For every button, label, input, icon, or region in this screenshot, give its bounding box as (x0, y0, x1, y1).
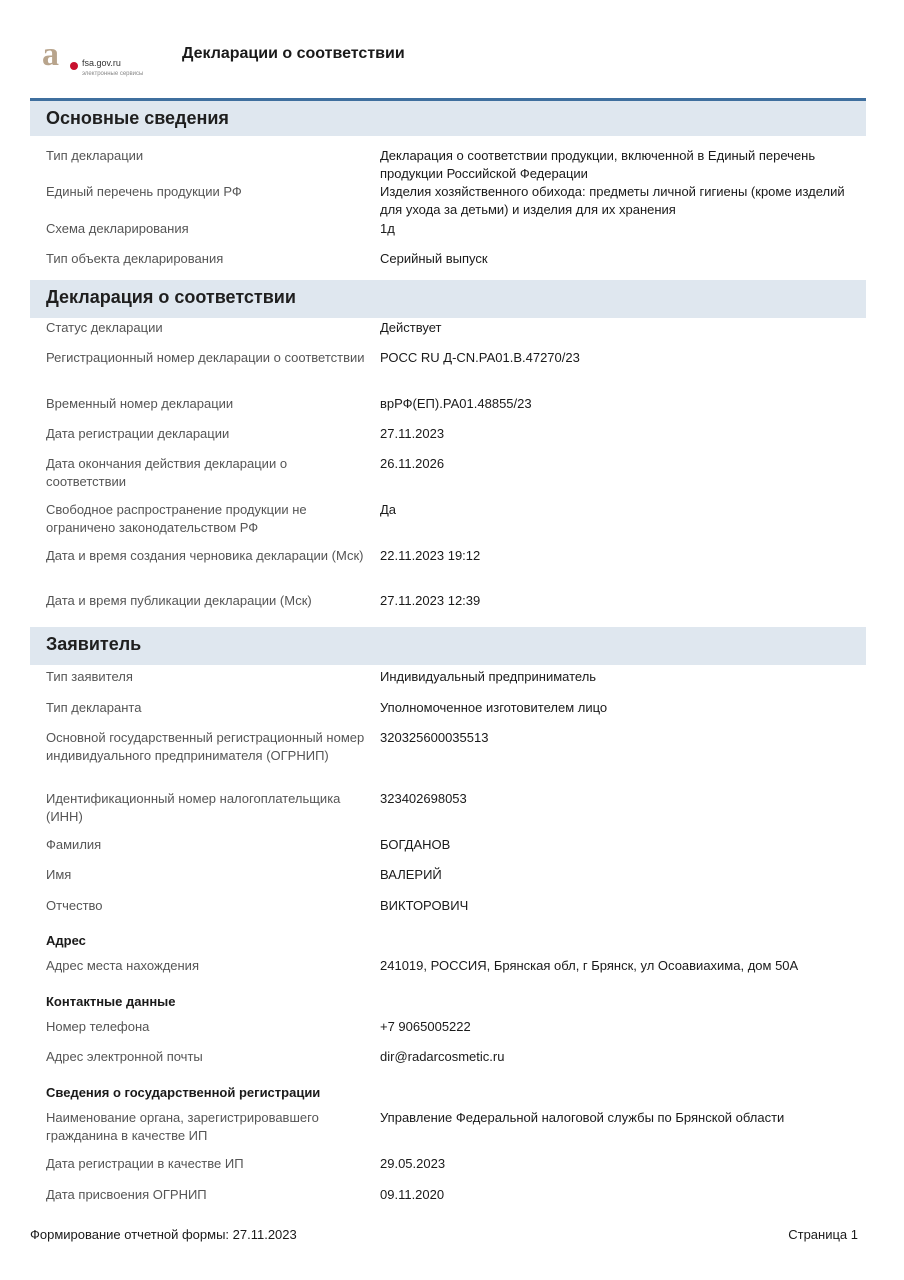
row-label: Тип декларации (46, 148, 144, 163)
row-value: 241019, РОССИЯ, Брянская обл, г Брянск, ул Осоавиахима, дом 50А (380, 958, 799, 973)
row-value: 27.11.2023 (380, 426, 445, 441)
contacts-heading: Контактные данные (46, 994, 176, 1009)
logo-site-text: fsa.gov.ru (82, 58, 121, 68)
row-label: Регистрационный номер декларации о соответствии (46, 350, 365, 365)
row-label: Номер телефона (46, 1019, 150, 1034)
row-label: Основной государственный регистрационный номер индивидуального предпринимателя (ОГРНИП) (46, 730, 365, 763)
document-title: Декларации о соответствии (182, 45, 405, 62)
row-label: Идентификационный номер налогоплательщика (ИНН) (46, 791, 341, 824)
row-value: Действует (380, 320, 442, 335)
row-value: Уполномоченное изготовителем лицо (380, 700, 608, 715)
row-value: ВАЛЕРИЙ (380, 867, 442, 882)
row-label: Адрес места нахождения (46, 958, 199, 973)
row-value: БОГДАНОВ (380, 837, 451, 852)
row-label: Наименование органа, зарегистрировавшего гражданина в качестве ИП (46, 1110, 319, 1143)
row-label: Тип декларанта (46, 700, 142, 715)
row-value: РОСС RU Д-CN.РА01.В.47270/23 (380, 350, 580, 365)
row-value: Декларация о соответствии продукции, включенной в Единый перечень продукции Российской Федерации (380, 148, 816, 181)
row-label: Дата и время публикации декларации (Мск) (46, 593, 312, 608)
row-label: Свободное распространение продукции не ограничено законодательством РФ (46, 502, 307, 535)
row-value: 22.11.2023 19:12 (380, 548, 481, 563)
row-value: 26.11.2026 (380, 456, 445, 471)
row-label: Тип объекта декларирования (46, 251, 224, 266)
row-value: +7 9065005222 (380, 1019, 471, 1034)
row-value: Изделия хозяйственного обихода: предметы личной гигиены (кроме изделий для ухода за детьми) и изделия для их хранения (380, 184, 845, 217)
row-value: 1д (380, 221, 395, 236)
row-label: Схема декларирования (46, 221, 189, 236)
row-label: Дата и время создания черновика декларации (Мск) (46, 548, 364, 563)
row-value: Серийный выпуск (380, 251, 488, 266)
section-declaration-header: Декларация о соответствии (30, 280, 866, 318)
row-label: Дата регистрации декларации (46, 426, 230, 441)
row-value: врРФ(ЕП).РА01.48855/23 (380, 396, 532, 411)
row-value: dir@radarcosmetic.ru (380, 1049, 505, 1064)
logo-a-icon: a (42, 36, 59, 73)
registration-heading: Сведения о государственной регистрации (46, 1085, 321, 1100)
row-label: Отчество (46, 898, 103, 913)
row-value: ВИКТОРОВИЧ (380, 898, 469, 913)
row-label: Тип заявителя (46, 669, 133, 684)
row-label: Единый перечень продукции РФ (46, 184, 242, 199)
row-value: 27.11.2023 12:39 (380, 593, 481, 608)
footer-page-number: Страница 1 (788, 1227, 858, 1242)
logo-subtitle: электронные сервисы (82, 71, 144, 77)
row-label: Фамилия (46, 837, 102, 852)
fsa-logo[interactable] (40, 36, 160, 84)
row-value: Индивидуальный предприниматель (380, 669, 597, 684)
row-label: Статус декларации (46, 320, 163, 335)
row-label: Временный номер декларации (46, 396, 234, 411)
logo-dot-icon (70, 62, 78, 70)
address-heading: Адрес (46, 933, 86, 948)
row-value: 29.05.2023 (380, 1156, 446, 1171)
row-value: Управление Федеральной налоговой службы по Брянской области (380, 1110, 785, 1125)
row-value: Да (380, 502, 397, 517)
row-label: Дата окончания действия декларации о соответствии (46, 456, 288, 489)
row-value: 320325600035513 (380, 730, 489, 745)
row-label: Имя (46, 867, 72, 882)
row-label: Адрес электронной почты (46, 1049, 203, 1064)
section-basic-header: Основные сведения (30, 98, 866, 136)
page-header (0, 0, 904, 100)
row-label: Дата регистрации в качестве ИП (46, 1156, 244, 1171)
footer-generated-date: Формирование отчетной формы: 27.11.2023 (30, 1227, 297, 1242)
row-label: Дата присвоения ОГРНИП (46, 1187, 207, 1202)
section-applicant-header: Заявитель (30, 627, 866, 665)
row-value: 09.11.2020 (380, 1187, 445, 1202)
row-value: 323402698053 (380, 791, 467, 806)
